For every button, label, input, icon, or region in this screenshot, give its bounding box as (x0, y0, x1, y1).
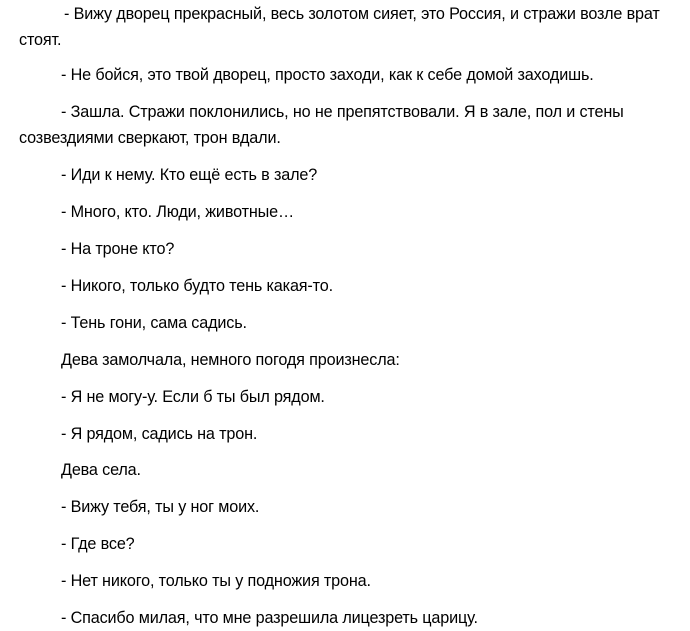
paragraph-10: - Я не могу-у. Если б ты был рядом. (61, 388, 325, 406)
paragraph-2: - Не бойся, это твой дворец, просто заходи, как к себе домой заходишь. (61, 66, 594, 84)
paragraph-4: - Иди к нему. Кто ещё есть в зале? (61, 166, 318, 184)
paragraph-3: - Зашла. Стражи поклонились, но не препятствовали. Я в зале, пол и стены созвездиями сверкают, трон вдали. (19, 103, 624, 147)
paragraph-13: - Вижу тебя, ты у ног моих. (61, 498, 260, 516)
paragraph-9: Дева замолчала, немного погодя произнесла: (61, 351, 400, 369)
paragraph-6: - На троне кто? (61, 240, 175, 258)
paragraph-16: - Спасибо милая, что мне разрешила лицезреть царицу. (61, 609, 478, 627)
paragraph-5: - Много, кто. Люди, животные… (61, 203, 295, 221)
paragraph-1: - Вижу дворец прекрасный, весь золотом сияет, это Россия, и стражи возле врат стоят. (19, 5, 660, 49)
paragraph-11: - Я рядом, садись на трон. (61, 425, 258, 443)
paragraph-12: Дева села. (61, 461, 141, 479)
paragraph-14: - Где все? (61, 535, 135, 553)
paragraph-15: - Нет никого, только ты у подножия трона. (61, 572, 371, 590)
paragraph-7: - Никого, только будто тень какая-то. (61, 277, 333, 295)
paragraph-8: - Тень гони, сама садись. (61, 314, 247, 332)
